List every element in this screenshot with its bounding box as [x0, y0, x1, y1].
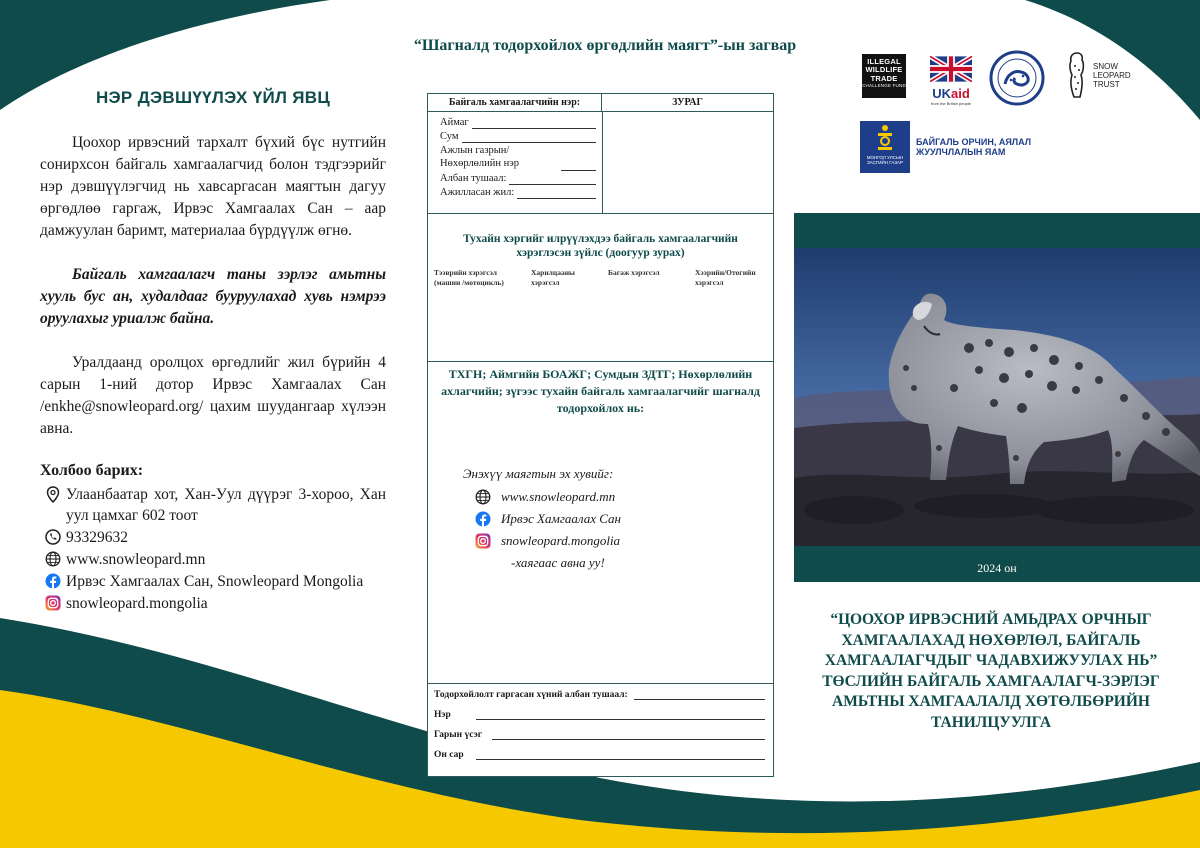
equipment-communication: Харилцааны хэрэгсэл: [531, 268, 575, 287]
source-instagram-link[interactable]: snowleopard.mongolia: [501, 533, 621, 548]
location-icon: [40, 484, 66, 503]
left-panel: [40, 88, 386, 615]
photo-header: ЗУРАГ: [602, 94, 773, 112]
address-text: Улаанбаатар хот, Хан-Уул дүүрэг 3-хороо, Хан уул цамхаг 602 тоот: [66, 486, 386, 524]
source-facebook-link[interactable]: Ирвэс Хамгаалах Сан: [501, 511, 621, 526]
equipment-options: [428, 268, 773, 288]
soyombo-icon: [873, 123, 897, 153]
year-label: 2024 он: [977, 561, 1017, 575]
field-sum: Сум: [440, 130, 596, 143]
source-instagram-row: [463, 530, 713, 552]
ministry-logo: [860, 120, 1050, 174]
left-title: НЭР ДЭВШҮҮЛЭХ ҮЙЛ ЯВЦ: [95, 88, 331, 107]
uk-flag-icon: [930, 56, 972, 82]
form-certification-section: [428, 362, 773, 684]
snow-leopard-photo: [794, 248, 1200, 546]
sign-name: Нэр: [434, 710, 765, 720]
instagram-link[interactable]: snowleopard.mongolia: [66, 595, 208, 612]
mongolia-emblem-box: МОНГОЛ УЛСЫН ЗАСГИЙН ГАЗАР: [860, 121, 910, 173]
source-tail: -хаягаас авна уу!: [511, 555, 605, 570]
source-facebook-row: [463, 508, 713, 530]
web-link[interactable]: www.snowleopard.mn: [66, 551, 206, 568]
illegal-wildlife-trade-logo: ILLEGAL WILDLIFE TRADE CHALLENGE FUND: [862, 54, 906, 98]
field-position: Албан тушаал:: [440, 172, 596, 185]
instagram-icon: [40, 593, 66, 611]
equipment-vehicle: Тээврийн хэрэгсэл (машин /мотоцикль): [434, 268, 504, 287]
contact-instagram: [40, 593, 386, 614]
phone-icon: [40, 527, 66, 545]
brochure-title: “ЦООХОР ИРВЭСНИЙ АМЬДРАХ ОРЧНЫГ ХАМГААЛАХАД НӨХӨРЛӨЛ, БАЙГАЛЬ ХАМГААЛАГЧДЫГ ЧАДАВХИЖУУЛАХ НЬ” ТӨСЛИЙН БАЙГАЛЬ ХАМГААЛАГЧ-ЗЭРЛЭГ АМЬТНЫ ХАМГААЛАЛД ХӨТӨЛБӨРИЙН ТАНИЛЦУУЛГА: [822, 611, 1160, 731]
snow-leopard-photo-frame: [794, 213, 1200, 582]
slt-text: SNOW LEOPARD TRUST: [1093, 61, 1131, 89]
phone-text[interactable]: 93329632: [66, 529, 128, 546]
photo-placeholder: [602, 112, 773, 213]
snow-leopard-trust-logo: [1064, 48, 1134, 102]
facebook-link[interactable]: Ирвэс Хамгаалах Сан, Snowleopard Mongolia: [66, 573, 364, 590]
form-source-block: [463, 466, 713, 574]
equipment-field: Хээрийн/Отогийн хэрэгсэл: [695, 268, 756, 287]
ministry-text: БАЙГАЛЬ ОРЧИН, АЯЛАЛ ЖУУЛЧЛАЛЫН ЯАМ: [916, 136, 1032, 157]
source-web-link[interactable]: www.snowleopard.mn: [501, 489, 616, 504]
deadline-paragraph: Уралдаанд оролцох өргөдлийг жил бүрийн 4 сарын 1-ний дотор Ирвэс Хамгаалах Сан /enkhe@snowleopard.org/ цахим шуудангаар хүлээн авна.: [40, 354, 386, 437]
ranger-fields: [440, 116, 596, 200]
certification-title: ТХГН; Аймгийн БОАЖГ; Сумдын ЗДТГ; Нөхөрлөлийн ахлагчийн; зүгээс тухайн байгаль хамгаалагчийг шагналд тодорхойлох нь:: [441, 367, 760, 415]
form-equipment-section: [428, 214, 773, 362]
nomination-form: [427, 93, 774, 777]
contact-phone: [40, 527, 386, 548]
nomination-paragraph: Цоохор ирвэсний тархалт бүхий бүс нутгийн сонирхсон байгаль хамгаалагчид болон тэдгээрийг нэр дэвшүүлэгчид нь хавсаргасан маягтын дагуу өргөдлөө гаргаж, Ирвэс Хамгаалах Сан – аар дамжуулан баримт, материалаа бүрдүүлж өгнө.: [40, 134, 386, 239]
globe-icon: [463, 489, 501, 505]
ranger-name-header: Байгаль хамгаалагчийн нэр:: [428, 94, 602, 112]
facebook-icon: [40, 571, 66, 589]
form-ranger-section: [428, 94, 773, 214]
sign-date: Он сар: [434, 750, 765, 760]
ukaid-aid: aid: [950, 86, 970, 101]
form-signature-section: [428, 684, 773, 776]
source-heading: Энэхүү маягтын эх хувийг:: [463, 466, 614, 481]
contact-web: [40, 549, 386, 570]
snow-leopard-silhouette-icon: [1064, 49, 1090, 101]
equipment-tools: Багаж хэрэгсэл: [608, 268, 660, 277]
field-workplace: Ажлын газрын/Нөхөрлөлийн нэр: [440, 144, 596, 171]
field-years: Ажилласан жил:: [440, 186, 596, 199]
appeal-paragraph: Байгаль хамгаалагч таны зэрлэг амьтны хууль бус ан, худалдааг бууруулахад хувь нэмрээ оруулахыг уриалж байна.: [40, 266, 386, 327]
sign-signature: Гарын үсэг: [434, 730, 765, 740]
globe-icon: [40, 549, 66, 567]
ukaid-uk: UK: [932, 86, 951, 101]
ukaid-logo: [930, 56, 972, 106]
ukaid-subtitle: from the British people: [930, 101, 972, 106]
contact-address: [40, 484, 386, 526]
sign-position: Тодорхойлолт гаргасан хүний албан тушаал:: [434, 690, 765, 700]
field-aimag: Аймаг: [440, 116, 596, 129]
equipment-title: Тухайн хэргийг илрүүлэхдээ байгаль хамгаалагчийн хэрэглэсэн зүйлс (доогуур зурах): [463, 233, 738, 259]
instagram-icon: [463, 533, 501, 549]
source-web-row: [463, 486, 713, 508]
form-template-title: “Шагналд тодорхойлох өргөдлийн маягт”-ын загвар: [413, 37, 797, 54]
facebook-icon: [463, 511, 501, 527]
contact-heading: Холбоо барих:: [40, 462, 144, 479]
irves-foundation-logo: [989, 50, 1045, 106]
contact-facebook: [40, 571, 386, 592]
